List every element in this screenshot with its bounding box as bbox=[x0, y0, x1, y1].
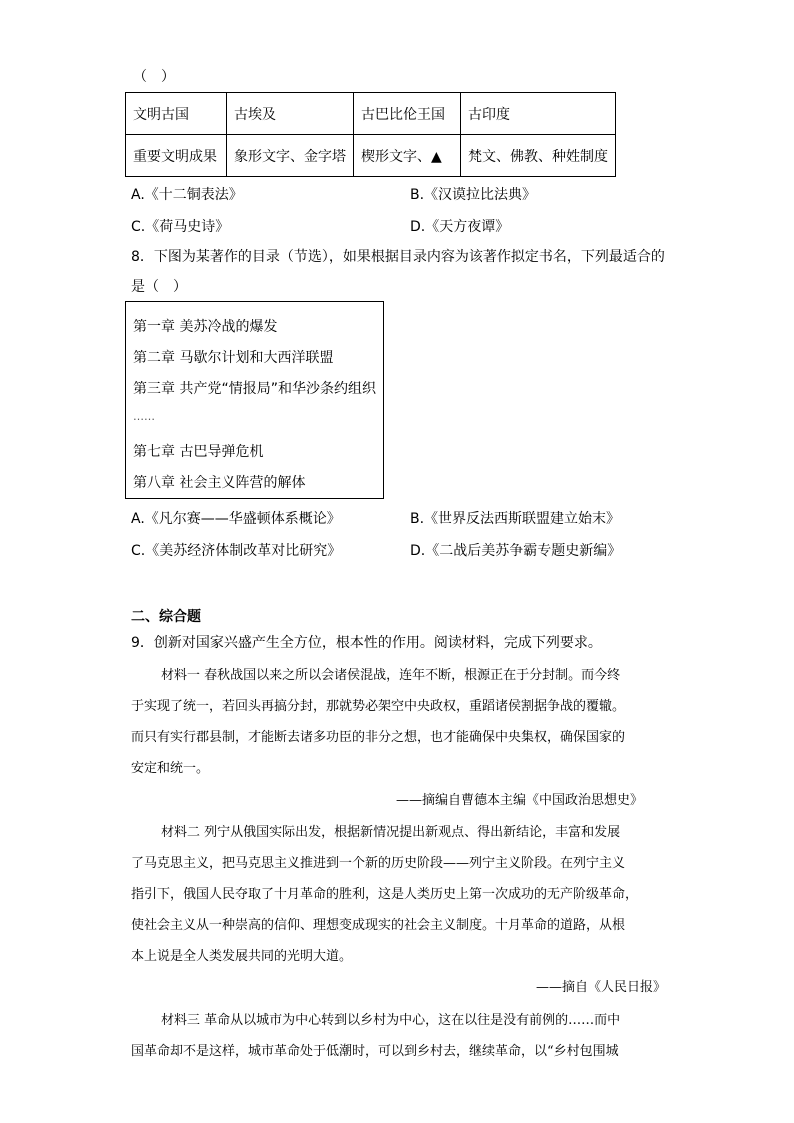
table-cell: 重要文明成果 bbox=[126, 135, 227, 177]
material-1-line: 于实现了统一，若回头再搞分封，那就势必架空中央政权，重蹈诸侯割据争战的覆辙。 bbox=[131, 699, 626, 714]
table-cell: 古埃及 bbox=[227, 93, 354, 135]
material-3-line: 国革命却不是这样，城市革命处于低潮时，可以到乡村去，继续革命，以“乡村包围城 bbox=[131, 1044, 619, 1059]
material-1-line: 材料一 春秋战国以来之所以会诸侯混战，连年不断，根源正在于分封制。而今终 bbox=[161, 668, 621, 683]
material-2-line: 材料二 列宁从俄国实际出发，根据新情况提出新观点、得出新结论，丰富和发展 bbox=[161, 825, 621, 840]
toc-item: 第一章 美苏冷战的爆发 bbox=[133, 319, 278, 335]
q8-option-a: A.《凡尔赛——华盛顿体系概论》 bbox=[131, 511, 341, 527]
material-1-line: 而只有实行郡县制，才能断去诸多功臣的非分之想，也才能确保中央集权，确保国家的 bbox=[131, 730, 626, 745]
q8-stem-line1: 8．下图为某著作的目录（节选），如果根据目录内容为该著作拟定书名，下列最适合的 bbox=[131, 249, 665, 265]
q7-option-b: B.《汉谟拉比法典》 bbox=[410, 187, 537, 203]
q7-option-d: D.《天方夜谭》 bbox=[410, 219, 510, 235]
material-1-line: 安定和统一。 bbox=[131, 761, 210, 776]
material-2-source: ——摘自《人民日报》 bbox=[536, 980, 667, 995]
q8-option-d: D.《二战后美苏争霸专题史新编》 bbox=[410, 543, 622, 559]
q8-option-c: C.《美苏经济体制改革对比研究》 bbox=[131, 543, 342, 559]
material-3-line: 材料三 革命从以城市为中心转到以乡村为中心，这在以往是没有前例的……而中 bbox=[161, 1013, 621, 1028]
material-2-line: 指引下，俄国人民夺取了十月革命的胜利，这是人类历史上第一次成功的无产阶级革命， bbox=[131, 887, 639, 902]
table-cell: 古巴比伦王国 bbox=[354, 93, 461, 135]
section-title: 二、综合题 bbox=[131, 609, 201, 625]
table-of-contents-box bbox=[125, 301, 384, 499]
q8-stem-line2: 是（ ） bbox=[131, 279, 187, 295]
q8-option-b: B.《世界反法西斯联盟建立始末》 bbox=[410, 511, 621, 527]
toc-item: 第二章 马歇尔计划和大西洋联盟 bbox=[133, 350, 334, 366]
table-row bbox=[126, 135, 616, 177]
toc-ellipsis: …… bbox=[133, 410, 155, 423]
toc-item: 第八章 社会主义阵营的解体 bbox=[133, 475, 306, 491]
table-cell: 古印度 bbox=[461, 93, 616, 135]
q9-stem: 9．创新对国家兴盛产生全方位，根本性的作用。阅读材料，完成下列要求。 bbox=[131, 635, 602, 651]
table-cell: 梵文、佛教、种姓制度 bbox=[461, 135, 616, 177]
material-2-line: 了马克思主义，把马克思主义推进到一个新的历史阶段——列宁主义阶段。在列宁主义 bbox=[131, 856, 626, 871]
table-cell: 文明古国 bbox=[126, 93, 227, 135]
table-row bbox=[126, 93, 616, 135]
q7-option-c: C.《荷马史诗》 bbox=[131, 219, 230, 235]
table-cell: 象形文字、金字塔 bbox=[227, 135, 354, 177]
q7-answer-paren: （ ） bbox=[133, 69, 175, 85]
material-1-source: ——摘编自曹德本主编《中国政治思想史》 bbox=[396, 793, 644, 808]
table-cell: 楔形文字、▲ bbox=[354, 135, 461, 177]
q7-option-a: A.《十二铜表法》 bbox=[131, 187, 243, 203]
toc-item: 第七章 古巴导弹危机 bbox=[133, 444, 264, 460]
civilization-table bbox=[125, 92, 616, 177]
material-2-line: 本上说是全人类发展共同的光明大道。 bbox=[131, 949, 353, 964]
material-2-line: 使社会主义从一种崇高的信仰、理想变成现实的社会主义制度。十月革命的道路，从根 bbox=[131, 918, 626, 933]
toc-item: 第三章 共产党“情报局”和华沙条约组织 bbox=[133, 381, 376, 397]
